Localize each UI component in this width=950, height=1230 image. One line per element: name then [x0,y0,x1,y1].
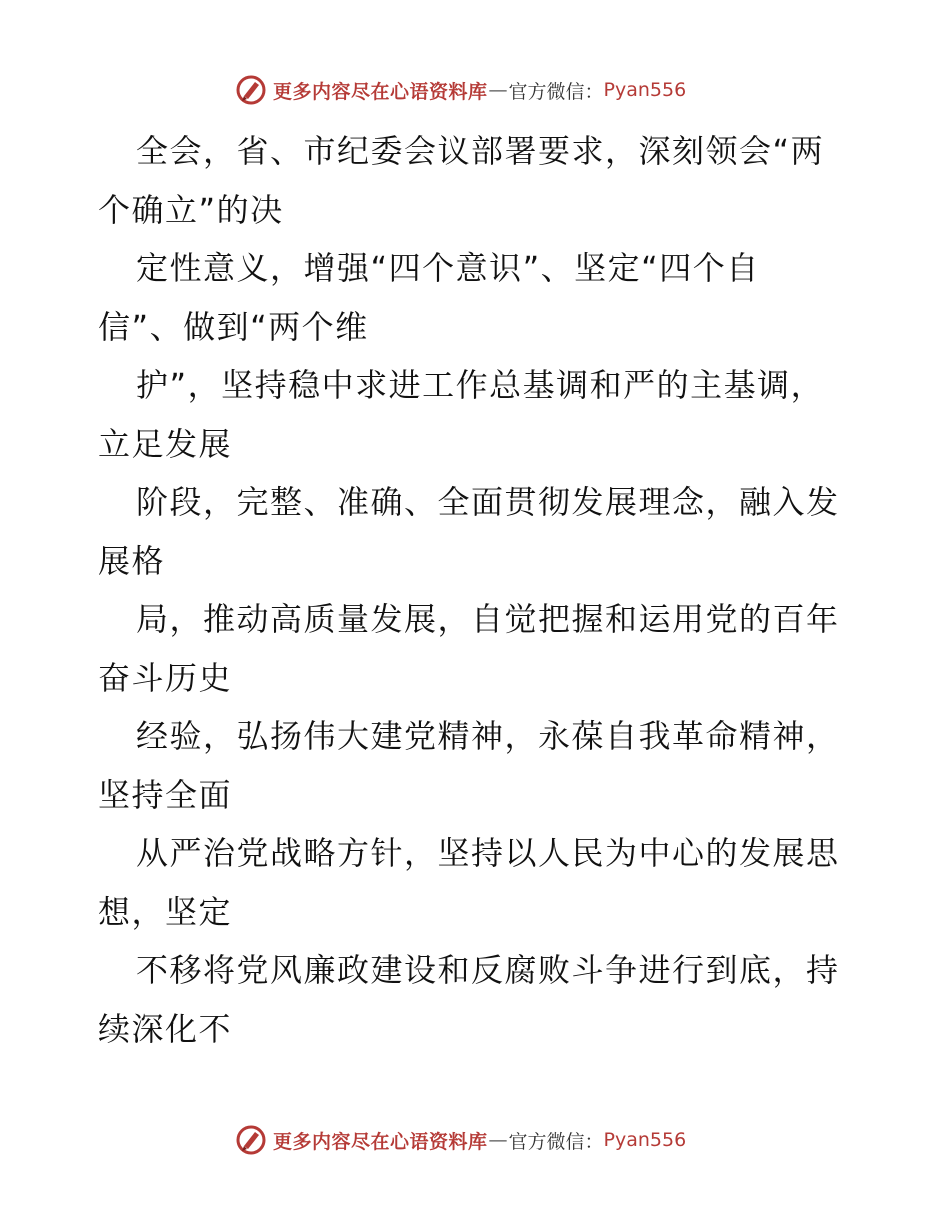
banner-wechat-label: 官方微信： [508,1130,604,1153]
text-line: 从严治党战略方针，坚持以人民为中心的发展思 [136,834,840,872]
text-line: 定性意义，增强“四个意识”、坚定“四个自 [136,249,760,287]
text-line: 信”、做到“两个维 [98,307,369,346]
text-line: 想，坚定 [98,892,233,931]
text-line: 不移将党风廉政建设和反腐败斗争进行到底，持 [136,951,840,989]
text-line: 坚持全面 [98,775,233,814]
header-banner [235,72,686,108]
text-line: 护”，坚持稳中求进工作总基调和严的主基调， [136,366,825,404]
pen-logo-icon [235,74,267,106]
text-line: 全会，省、市纪委会议部署要求，深刻领会“两 [136,132,825,170]
banner-wechat-id: Pyan556 [603,1129,687,1151]
banner-title: 更多内容尽在心语资料库 [273,80,488,103]
text-line: 个确立”的决 [98,190,284,229]
banner-title: 更多内容尽在心语资料库 [273,1130,488,1153]
text-line: 展格 [98,541,166,580]
text-line: 立足发展 [98,424,233,463]
text-line: 奋斗历史 [98,658,233,697]
body-text [98,122,858,1058]
text-line: 经验，弘扬伟大建党精神，永葆自我革命精神， [136,717,840,755]
banner-dash: — [488,1129,508,1151]
footer-banner [235,1122,686,1158]
text-line: 局，推动高质量发展，自觉把握和运用党的百年 [136,600,840,638]
text-line: 阶段，完整、准确、全面贯彻发展理念，融入发 [136,483,840,521]
banner-dash: — [488,79,508,101]
banner-wechat-label: 官方微信： [508,80,604,103]
pen-logo-icon [235,1124,267,1156]
text-line: 续深化不 [98,1009,233,1048]
banner-wechat-id: Pyan556 [603,79,687,101]
